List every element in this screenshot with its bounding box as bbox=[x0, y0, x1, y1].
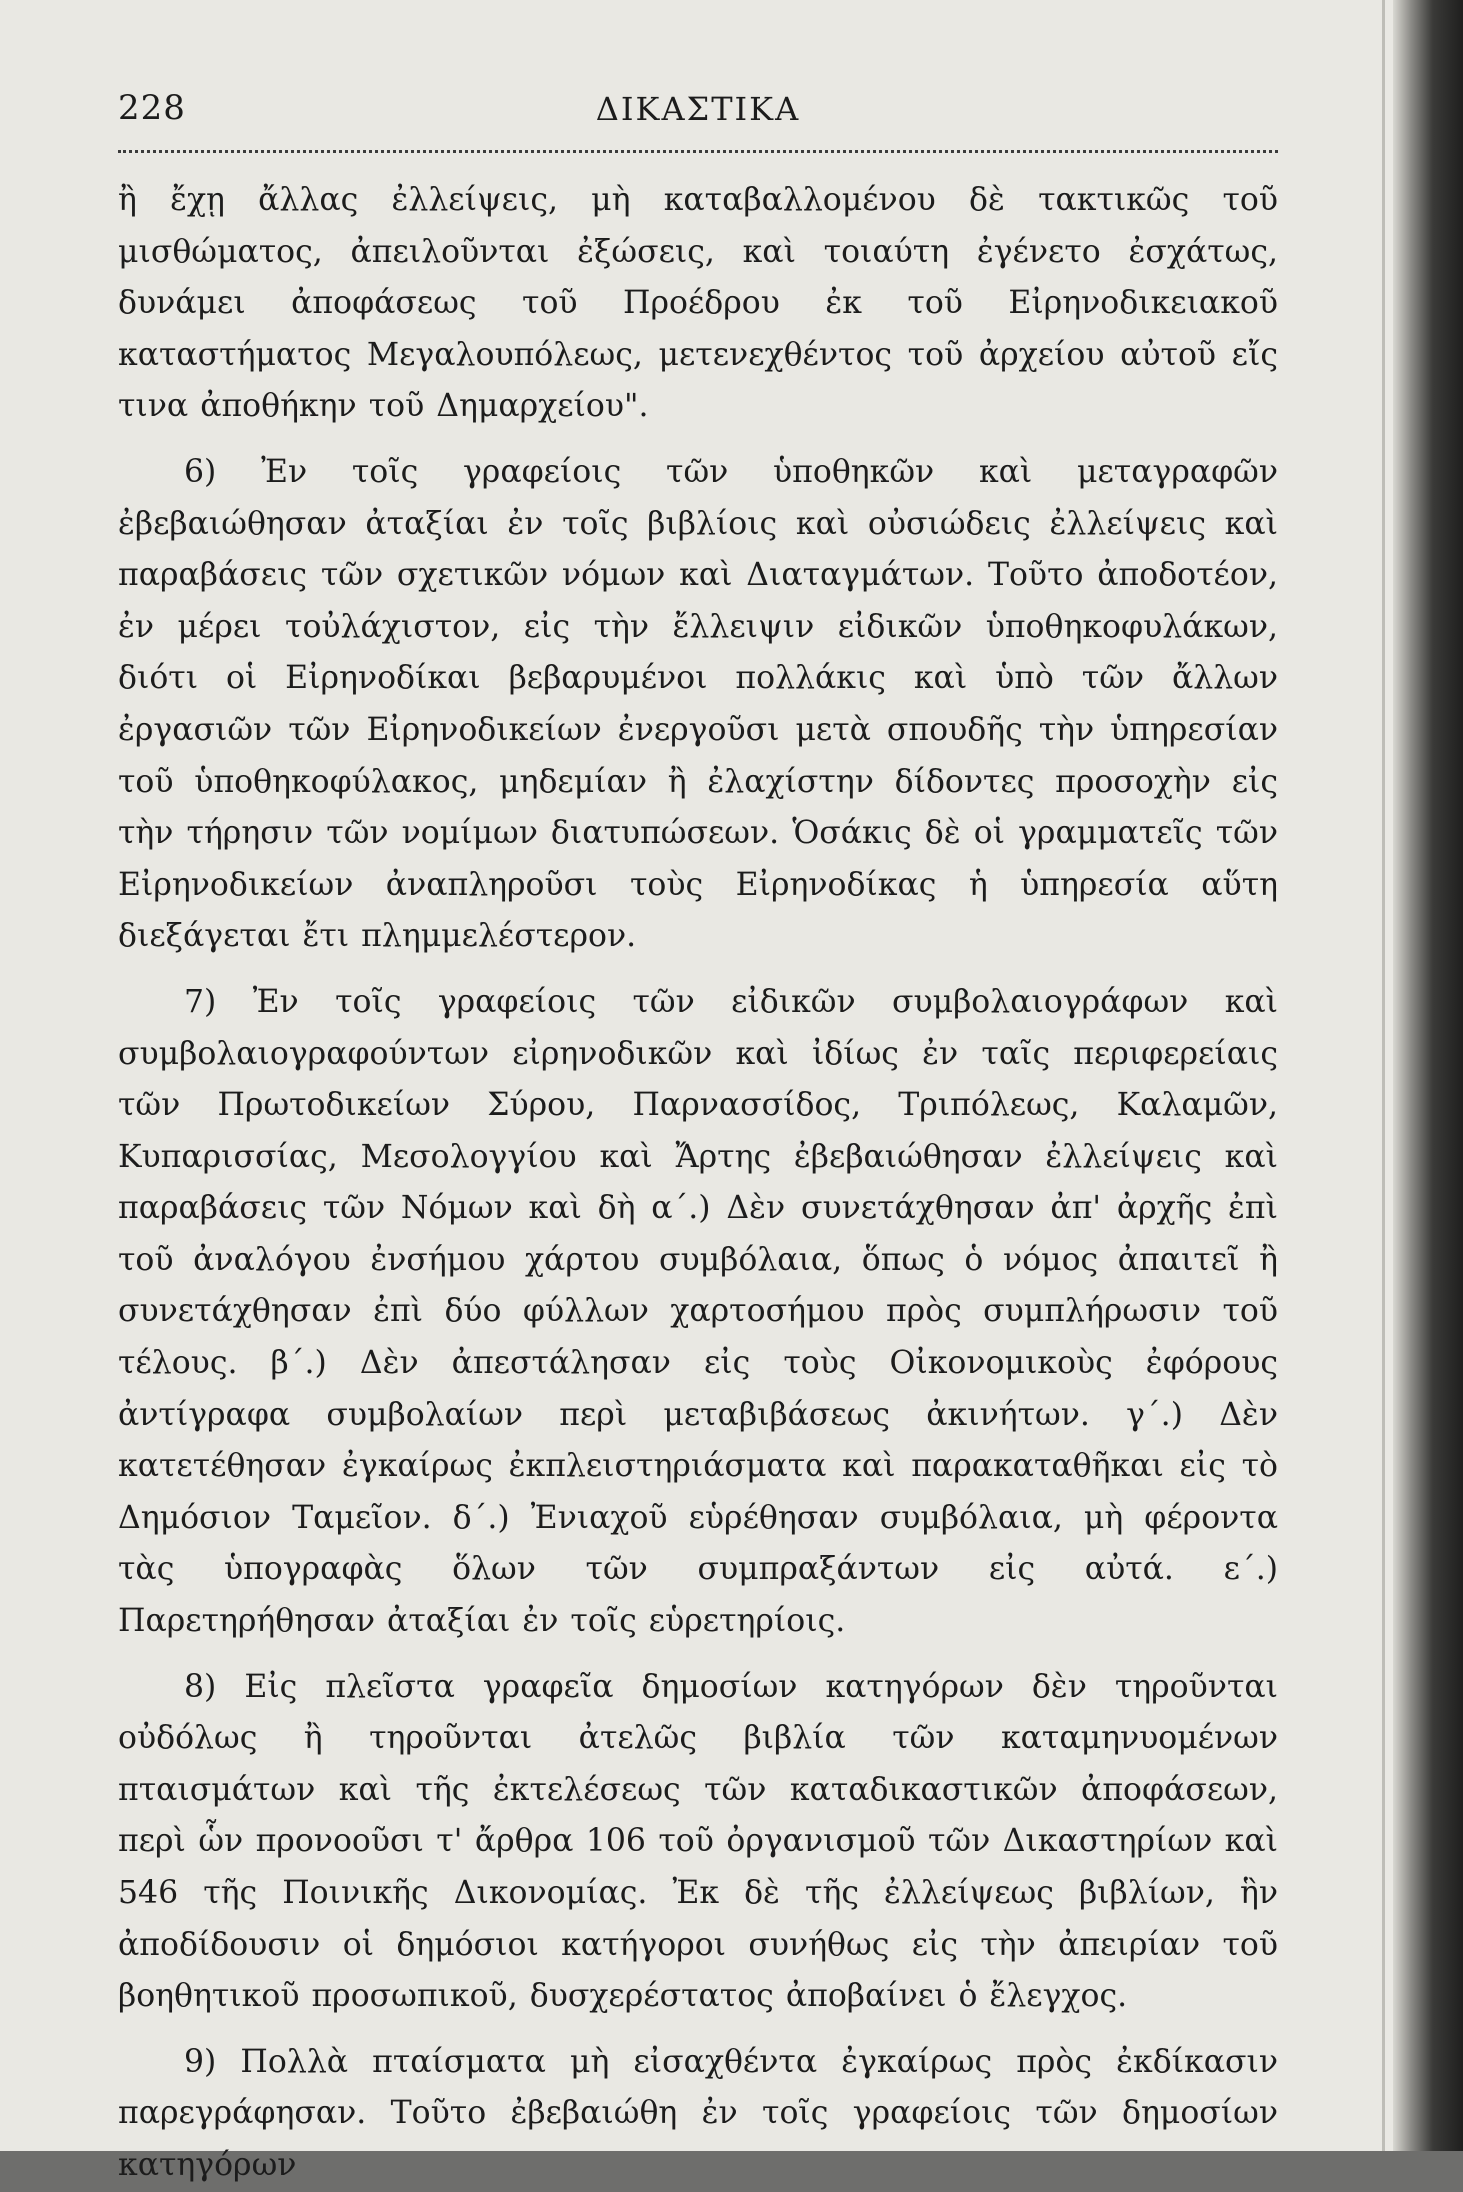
page-header bbox=[118, 88, 1278, 144]
page-number: 228 bbox=[118, 88, 186, 128]
book-binding-edge bbox=[1393, 0, 1463, 2151]
header-dotted-rule bbox=[118, 150, 1278, 153]
page-content bbox=[118, 80, 1278, 2183]
binding-shadow-line bbox=[1382, 0, 1385, 2151]
running-title: ΔΙΚΑΣΤΙΚΑ bbox=[595, 90, 801, 128]
paragraph-continuation: ἢ ἔχῃ ἄλλας ἐλλείψεις, μὴ καταβαλλομένου δὲ τακτικῶς τοῦ μισθώματος, ἀπειλοῦνται ἐξώσεις, καὶ τοιαύτη ἐγένετο ἐσχάτως, δυνάμει ἀποφάσεως τοῦ Προέδρου ἐκ τοῦ Εἰρηνοδικειακοῦ καταστήματος Μεγαλουπόλεως, μετενεχθέντος τοῦ ἀρχείου αὐτοῦ εἴς τινα ἀποθήκην τοῦ Δημαρχείου". bbox=[118, 182, 1278, 425]
paragraph-item-8: 8) Εἰς πλεῖστα γραφεῖα δημοσίων κατηγόρων δὲν τηροῦνται οὐδόλως ἢ τηροῦνται ἀτελῶς βιβλία τῶν καταμηνυομένων πταισμάτων καὶ τῆς ἐκτελέσεως τῶν καταδικαστικῶν ἀποφάσεων, περὶ ὧν προνοοῦσι τ' ἄρθρα 106 τοῦ ὀργανισμοῦ τῶν Δικαστηρίων καὶ 546 τῆς Ποινικῆς Δικονομίας. Ἐκ δὲ τῆς ἐλλείψεως βιβλίων, ἣν ἀποδίδουσιν οἱ δημόσιοι κατήγοροι συνήθως εἰς τὴν ἀπειρίαν τοῦ βοηθητικοῦ προσωπικοῦ, δυσχερέστατος ἀποβαίνει ὁ ἔλεγχος. bbox=[118, 1668, 1278, 2015]
paragraph-item-9: 9) Πολλὰ πταίσματα μὴ εἰσαχθέντα ἐγκαίρως πρὸς ἐκδίκασιν παρεγράφησαν. Τοῦτο ἐβεβαιώθη ἐν τοῖς γραφείοις τῶν δημοσίων κατηγόρων bbox=[118, 2043, 1278, 2183]
paragraph-item-6: 6) Ἐν τοῖς γραφείοις τῶν ὑποθηκῶν καὶ μεταγραφῶν ἐβεβαιώθησαν ἀταξίαι ἐν τοῖς βιβλίοις καὶ οὐσιώδεις ἐλλείψεις καὶ παραβάσεις τῶν σχετικῶν νόμων καὶ Διαταγμάτων. Τοῦτο ἀποδοτέον, ἐν μέρει τοὐλάχιστον, εἰς τὴν ἔλλειψιν εἰδικῶν ὑποθηκοφυλάκων, διότι οἱ Εἰρηνοδίκαι βεβαρυμένοι πολλάκις καὶ ὑπὸ τῶν ἄλλων ἐργασιῶν τῶν Εἰρηνοδικείων ἐνεργοῦσι μετὰ σπουδῆς τὴν ὑπηρεσίαν τοῦ ὑποθηκοφύλακος, μηδεμίαν ἢ ἐλαχίστην δίδοντες προσοχὴν εἰς τὴν τήρησιν τῶν νομίμων διατυπώσεων. Ὁσάκις δὲ οἱ γραμματεῖς τῶν Εἰρηνοδικείων ἀναπληροῦσι τοὺς Εἰρηνοδίκας ἡ ὑπηρεσία αὕτη διεξάγεται ἔτι πλημμελέστερον. bbox=[118, 453, 1278, 955]
paragraph-item-7: 7) Ἐν τοῖς γραφείοις τῶν εἰδικῶν συμβολαιογράφων καὶ συμβολαιογραφούντων εἰρηνοδικῶν καὶ ἰδίως ἐν ταῖς περιφερείαις τῶν Πρωτοδικείων Σύρου, Παρνασσίδος, Τριπόλεως, Καλαμῶν, Κυπαρισσίας, Μεσολογγίου καὶ Ἄρτης ἐβεβαιώθησαν ἐλλείψεις καὶ παραβάσεις τῶν Νόμων καὶ δὴ α΄.) Δὲν συνετάχθησαν ἀπ' ἀρχῆς ἐπὶ τοῦ ἀναλόγου ἐνσήμου χάρτου συμβόλαια, ὅπως ὁ νόμος ἀπαιτεῖ ἢ συνετάχθησαν ἐπὶ δύο φύλλων χαρτοσήμου πρὸς συμπλήρωσιν τοῦ τέλους. β΄.) Δὲν ἀπεστάλησαν εἰς τοὺς Οἰκονομικοὺς ἐφόρους ἀντίγραφα συμβολαίων περὶ μεταβιβάσεως ἀκινήτων. γ΄.) Δὲν κατετέθησαν ἐγκαίρως ἐκπλειστηριάσματα καὶ παρακαταθῆκαι εἰς τὸ Δημόσιον Ταμεῖον. δ΄.) Ἐνιαχοῦ εὑρέθησαν συμβόλαια, μὴ φέροντα τὰς ὑπογραφὰς ὅλων τῶν συμπραξάντων εἰς αὐτά. ε΄.) Παρετηρήθησαν ἀταξίαι ἐν τοῖς εὑρετηρίοις. bbox=[118, 983, 1278, 1640]
